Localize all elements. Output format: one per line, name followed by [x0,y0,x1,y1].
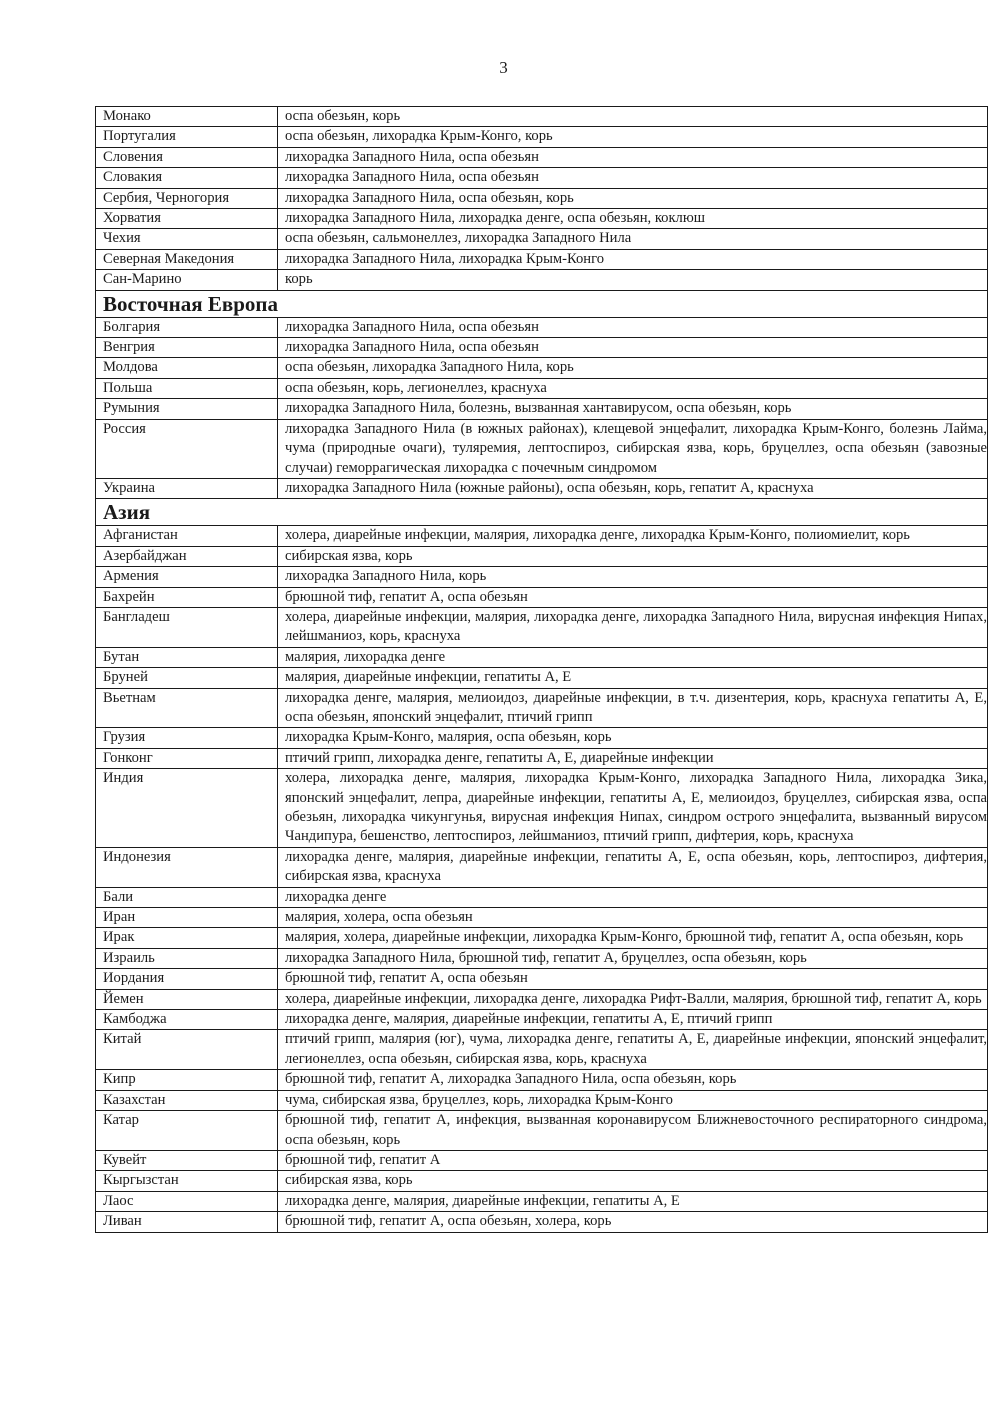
country-cell: Бруней [96,668,278,688]
diseases-cell: лихорадка денге, малярия, диарейные инфекции, гепатиты А, Е, оспа обезьян, корь, лептоспироз, дифтерия, сибирская язва, краснуха [278,847,988,887]
diseases-cell: лихорадка Западного Нила (южные районы), оспа обезьян, корь, гепатит А, краснуха [278,478,988,498]
diseases-cell: лихорадка Западного Нила, оспа обезьян, корь [278,188,988,208]
table-row [96,338,988,358]
diseases-cell: чума, сибирская язва, бруцеллез, корь, лихорадка Крым-Конго [278,1090,988,1110]
region-header-row [96,290,988,317]
diseases-cell: малярия, холера, диарейные инфекции, лихорадка Крым-Конго, брюшной тиф, гепатит А, оспа обезьян, корь [278,928,988,948]
table-row [96,948,988,968]
country-cell: Гонконг [96,748,278,768]
table-row [96,607,988,647]
country-cell: Грузия [96,728,278,748]
country-cell: Венгрия [96,338,278,358]
table-row [96,668,988,688]
diseases-cell: сибирская язва, корь [278,1171,988,1191]
diseases-cell: оспа обезьян, лихорадка Западного Нила, корь [278,358,988,378]
country-cell: Китай [96,1030,278,1070]
country-cell: Сан-Марино [96,270,278,290]
table-row [96,249,988,269]
country-cell: Вьетнам [96,688,278,728]
diseases-cell: брюшной тиф, гепатит А, оспа обезьян, холера, корь [278,1212,988,1232]
diseases-cell: корь [278,270,988,290]
table-row [96,127,988,147]
diseases-cell: птичий грипп, малярия (юг), чума, лихорадка денге, гепатиты А, Е, диарейные инфекции, японский энцефалит, легионеллез, оспа обезьян, сибирская язва, корь, краснуха [278,1030,988,1070]
diseases-cell: брюшной тиф, гепатит А, оспа обезьян [278,587,988,607]
table-row [96,1150,988,1170]
diseases-cell: малярия, лихорадка денге [278,647,988,667]
region-heading: Восточная Европа [96,290,988,317]
country-cell: Румыния [96,399,278,419]
country-cell: Сербия, Черногория [96,188,278,208]
country-cell: Бутан [96,647,278,667]
table-row [96,847,988,887]
country-cell: Монако [96,107,278,127]
table-row [96,748,988,768]
table-row [96,478,988,498]
table-row [96,1070,988,1090]
country-cell: Афганистан [96,526,278,546]
diseases-cell: лихорадка Западного Нила, оспа обезьян [278,317,988,337]
country-cell: Кипр [96,1070,278,1090]
table-row [96,378,988,398]
table-row [96,419,988,478]
table-row [96,147,988,167]
country-cell: Лаос [96,1191,278,1211]
table-row [96,526,988,546]
country-cell: Израиль [96,948,278,968]
table-row [96,928,988,948]
table-row [96,989,988,1009]
diseases-cell: брюшной тиф, гепатит А, лихорадка Западного Нила, оспа обезьян, корь [278,1070,988,1090]
table-row [96,908,988,928]
country-cell: Кыргызстан [96,1171,278,1191]
diseases-cell: лихорадка Западного Нила, брюшной тиф, гепатит А, бруцеллез, оспа обезьян, корь [278,948,988,968]
table-row [96,317,988,337]
country-cell: Индия [96,769,278,848]
diseases-cell: лихорадка Западного Нила, болезнь, вызванная хантавирусом, оспа обезьян, корь [278,399,988,419]
table-row [96,188,988,208]
diseases-cell: лихорадка Крым-Конго, малярия, оспа обезьян, корь [278,728,988,748]
table-row [96,209,988,229]
country-cell: Армения [96,567,278,587]
country-cell: Иран [96,908,278,928]
table-row [96,567,988,587]
table-body [96,107,988,1233]
diseases-cell: холера, диарейные инфекции, малярия, лихорадка денге, лихорадка Западного Нила, вирусная инфекция Нипах, лейшманиоз, корь, краснуха [278,607,988,647]
table-row [96,399,988,419]
diseases-cell: холера, диарейные инфекции, малярия, лихорадка денге, лихорадка Крым-Конго, полиомиелит, корь [278,526,988,546]
country-cell: Украина [96,478,278,498]
table-row [96,358,988,378]
diseases-cell: оспа обезьян, сальмонеллез, лихорадка Западного Нила [278,229,988,249]
table-row [96,107,988,127]
country-cell: Бали [96,887,278,907]
country-cell: Казахстан [96,1090,278,1110]
country-cell: Иордания [96,969,278,989]
diseases-cell: лихорадка Западного Нила (в южных районах), клещевой энцефалит, лихорадка Крым-Конго, болезнь Лайма, чума (природные очаги), туляремия, лептоспироз, сибирская язва, корь, бруцеллез, оспа обезьян (завозные случаи) геморрагическая лихорадка с почечным синдромом [278,419,988,478]
table-row [96,546,988,566]
disease-table [95,106,988,1233]
country-cell: Северная Македония [96,249,278,269]
country-cell: Азербайджан [96,546,278,566]
country-cell: Индонезия [96,847,278,887]
table-row [96,587,988,607]
diseases-cell: лихорадка Западного Нила, оспа обезьян [278,338,988,358]
table-row [96,688,988,728]
diseases-cell: брюшной тиф, гепатит А, оспа обезьян [278,969,988,989]
country-cell: Португалия [96,127,278,147]
table-row [96,1171,988,1191]
country-cell: Катар [96,1111,278,1151]
diseases-cell: сибирская язва, корь [278,546,988,566]
region-heading: Азия [96,499,988,526]
diseases-cell: птичий грипп, лихорадка денге, гепатиты А, Е, диарейные инфекции [278,748,988,768]
diseases-cell: лихорадка денге, малярия, диарейные инфекции, гепатиты А, Е [278,1191,988,1211]
country-cell: Ливан [96,1212,278,1232]
diseases-cell: лихорадка Западного Нила, корь [278,567,988,587]
diseases-cell: лихорадка Западного Нила, оспа обезьян [278,147,988,167]
country-cell: Йемен [96,989,278,1009]
table-row [96,1090,988,1110]
diseases-cell: лихорадка Западного Нила, лихорадка Крым-Конго [278,249,988,269]
table-row [96,969,988,989]
diseases-cell: холера, лихорадка денге, малярия, лихорадка Крым-Конго, лихорадка Западного Нила, лихорадка Зика, японский энцефалит, лепра, диарейные инфекции, гепатиты А, Е, мелиоидоз, бруцеллез, сибирская язва, оспа обезьян, лихорадка чикунгунья, вирусная инфекция Нипах, синдром острого энцефалита, вызванный вирусом Чандипура, бешенство, лептоспироз, лейшманиоз, птичий грипп, дифтерия, корь, краснуха [278,769,988,848]
country-cell: Чехия [96,229,278,249]
country-cell: Россия [96,419,278,478]
country-cell: Хорватия [96,209,278,229]
page-number: 3 [499,58,508,77]
country-cell: Ирак [96,928,278,948]
diseases-cell: оспа обезьян, лихорадка Крым-Конго, корь [278,127,988,147]
table-row [96,1010,988,1030]
diseases-cell: оспа обезьян, корь, легионеллез, краснуха [278,378,988,398]
country-cell: Словакия [96,168,278,188]
table-row [96,270,988,290]
diseases-cell: брюшной тиф, гепатит А, инфекция, вызванная коронавирусом Ближневосточного респираторного синдрома, оспа обезьян, корь [278,1111,988,1151]
diseases-cell: лихорадка Западного Нила, оспа обезьян [278,168,988,188]
region-header-row [96,499,988,526]
table-row [96,229,988,249]
diseases-cell: лихорадка денге, малярия, диарейные инфекции, гепатиты А, Е, птичий грипп [278,1010,988,1030]
country-cell: Болгария [96,317,278,337]
country-cell: Молдова [96,358,278,378]
country-cell: Кувейт [96,1150,278,1170]
country-cell: Камбоджа [96,1010,278,1030]
table-row [96,1111,988,1151]
diseases-cell: холера, диарейные инфекции, лихорадка денге, лихорадка Рифт-Валли, малярия, брюшной тиф, гепатит А, корь [278,989,988,1009]
table-row [96,769,988,848]
country-cell: Бангладеш [96,607,278,647]
table-row [96,728,988,748]
diseases-cell: лихорадка денге [278,887,988,907]
diseases-cell: лихорадка денге, малярия, мелиоидоз, диарейные инфекции, в т.ч. дизентерия, корь, краснуха гепатиты А, Е, оспа обезьян, японский энцефалит, птичий грипп [278,688,988,728]
table-row [96,168,988,188]
diseases-cell: малярия, диарейные инфекции, гепатиты А, Е [278,668,988,688]
table-row [96,1212,988,1232]
diseases-cell: малярия, холера, оспа обезьян [278,908,988,928]
table-row [96,647,988,667]
country-cell: Польша [96,378,278,398]
diseases-cell: лихорадка Западного Нила, лихорадка денге, оспа обезьян, коклюш [278,209,988,229]
diseases-cell: оспа обезьян, корь [278,107,988,127]
table-row [96,887,988,907]
country-cell: Бахрейн [96,587,278,607]
diseases-cell: брюшной тиф, гепатит А [278,1150,988,1170]
country-cell: Словения [96,147,278,167]
table-row [96,1191,988,1211]
table-row [96,1030,988,1070]
